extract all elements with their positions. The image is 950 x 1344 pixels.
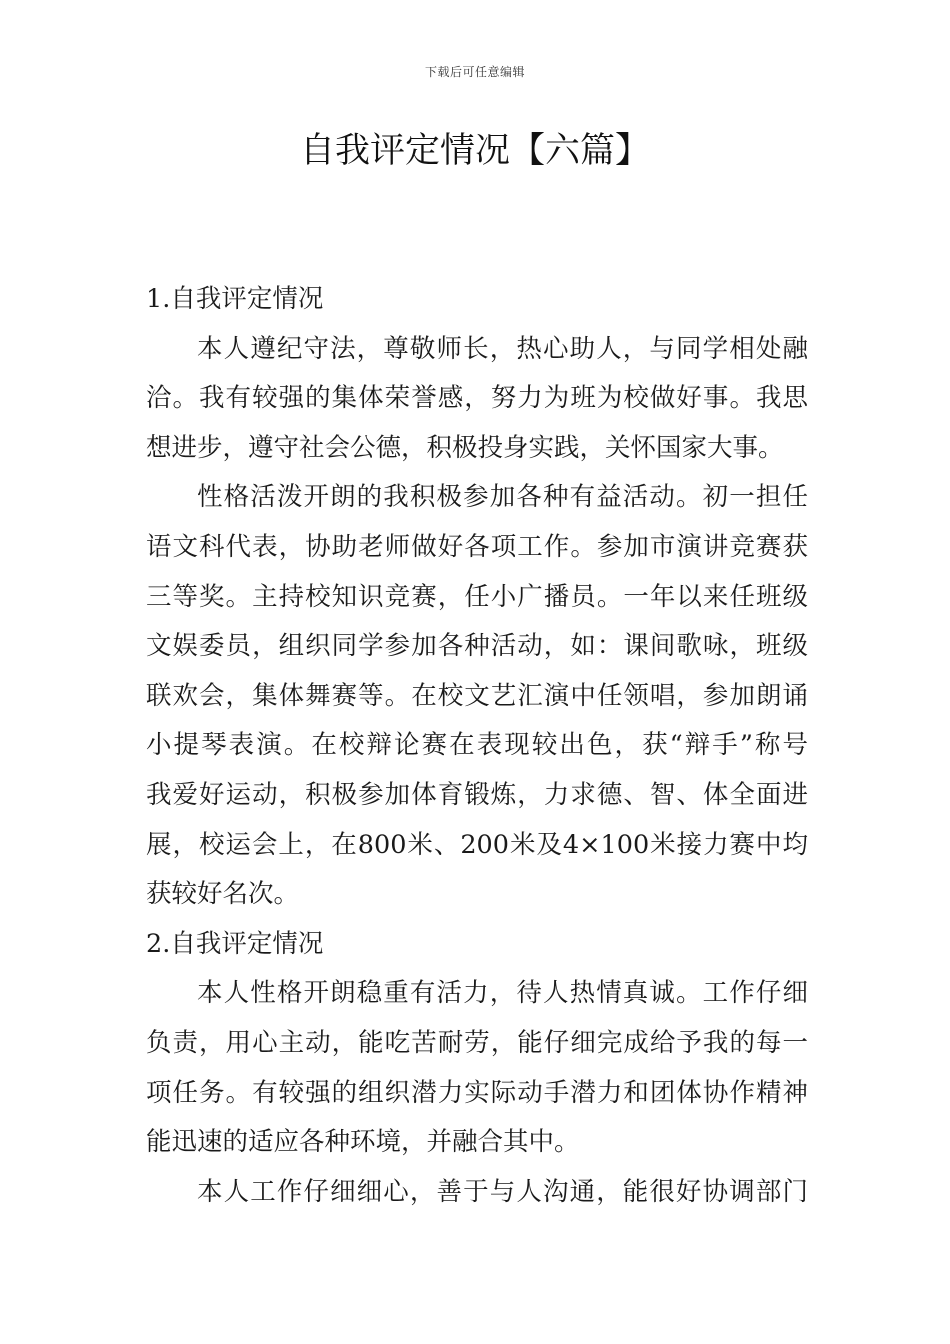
text-line: 语文科代表，协助老师做好各项工作。参加市演讲竞赛获 <box>146 531 808 562</box>
text-line: 性格活泼开朗的我积极参加各种有益活动。初一担任 <box>197 482 808 513</box>
text-line: 1.自我评定情况 <box>146 284 324 314</box>
text-line: 想进步，遵守社会公德，积极投身实践，关怀国家大事。 <box>146 432 784 463</box>
text-line: 能迅速的适应各种环境，并融合其中。 <box>146 1127 580 1158</box>
text-line: 负责，用心主动，能吃苦耐劳，能仔细完成给予我的每一 <box>146 1027 808 1058</box>
text-line: 本人性格开朗稳重有活力，待人热情真诚。工作仔细 <box>197 978 808 1009</box>
header-note: 下载后可任意编辑 <box>424 65 525 79</box>
text-line: 展，校运会上，在800米、200米及4×100米接力赛中均 <box>146 829 808 860</box>
text-line: 我爱好运动，积极参加体育锻炼，力求德、智、体全面进 <box>146 779 808 810</box>
document-title: 自我评定情况【六篇】 <box>299 131 650 171</box>
text-line: 三等奖。主持校知识竞赛，任小广播员。一年以来任班级 <box>146 581 808 612</box>
text-line: 2.自我评定情况 <box>146 928 324 959</box>
text-line: 小提琴表演。在校辩论赛在表现较出色，获“辩手”称号 <box>146 730 808 761</box>
text-line: 联欢会，集体舞赛等。在校文艺汇演中任领唱，参加朗诵 <box>146 680 808 711</box>
text-line: 获较好名次。 <box>146 879 300 910</box>
text-line: 文娱委员，组织同学参加各种活动，如：课间歌咏，班级 <box>146 631 808 662</box>
text-line: 洽。我有较强的集体荣誉感，努力为班为校做好事。我思 <box>146 383 808 414</box>
text-line: 本人遵纪守法，尊敬师长，热心助人，与同学相处融 <box>197 333 808 364</box>
document-body <box>146 275 808 1217</box>
text-line: 项任务。有较强的组织潜力实际动手潜力和团体协作精神 <box>146 1077 808 1108</box>
text-line: 本人工作仔细细心，善于与人沟通，能很好协调部门 <box>197 1176 808 1207</box>
